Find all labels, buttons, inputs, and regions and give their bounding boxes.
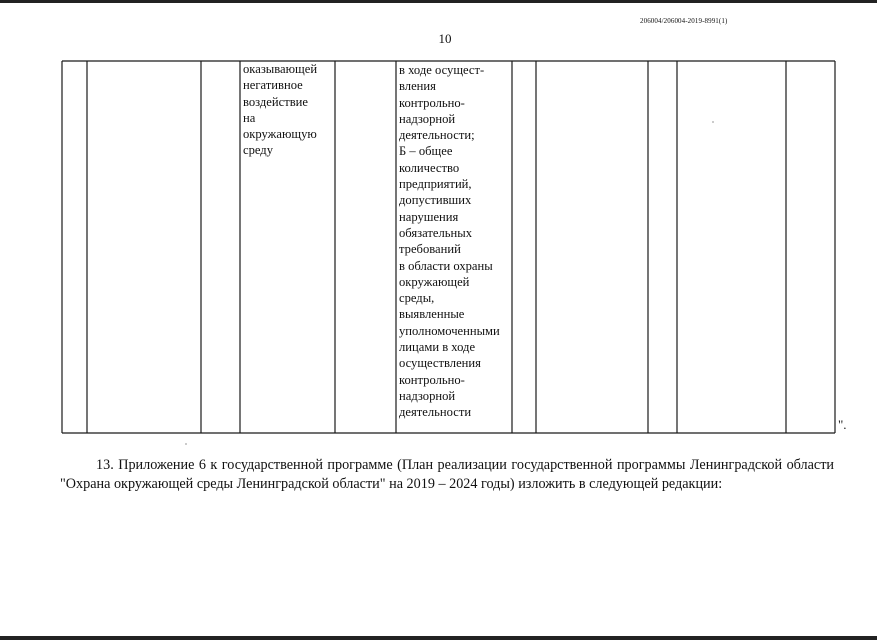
closing-quote: ". bbox=[838, 417, 847, 432]
scan-speck bbox=[185, 443, 187, 445]
table-cell-formula-text: в ходе осущест- вления контрольно- надзорной деятельности; Б – общее количество предприятий, допустивших нарушения обязательных требований в области охраны окружающей среды, выявленные уполномоченными лицами в ходе осуществления контрольно- надзорной деятельности bbox=[399, 63, 500, 420]
scan-bottom-border bbox=[0, 636, 877, 640]
paragraph-line-2: "Охрана окружающей среды Ленинградской области" на 2019 – 2024 годы) изложить в следующей редакции: bbox=[60, 475, 723, 492]
amendment-paragraph bbox=[60, 456, 834, 494]
page-number: 10 bbox=[438, 31, 452, 46]
paragraph-line-1: 13. Приложение 6 к государственной программе (План реализации государственной программы Ленинградской области bbox=[96, 457, 834, 473]
document-id: 206004/206004-2019-8991(1) bbox=[640, 17, 728, 25]
table-cell-impact-text: оказывающей негативное воздействие на окружающую среду bbox=[243, 62, 318, 158]
scan-speck bbox=[712, 121, 714, 123]
